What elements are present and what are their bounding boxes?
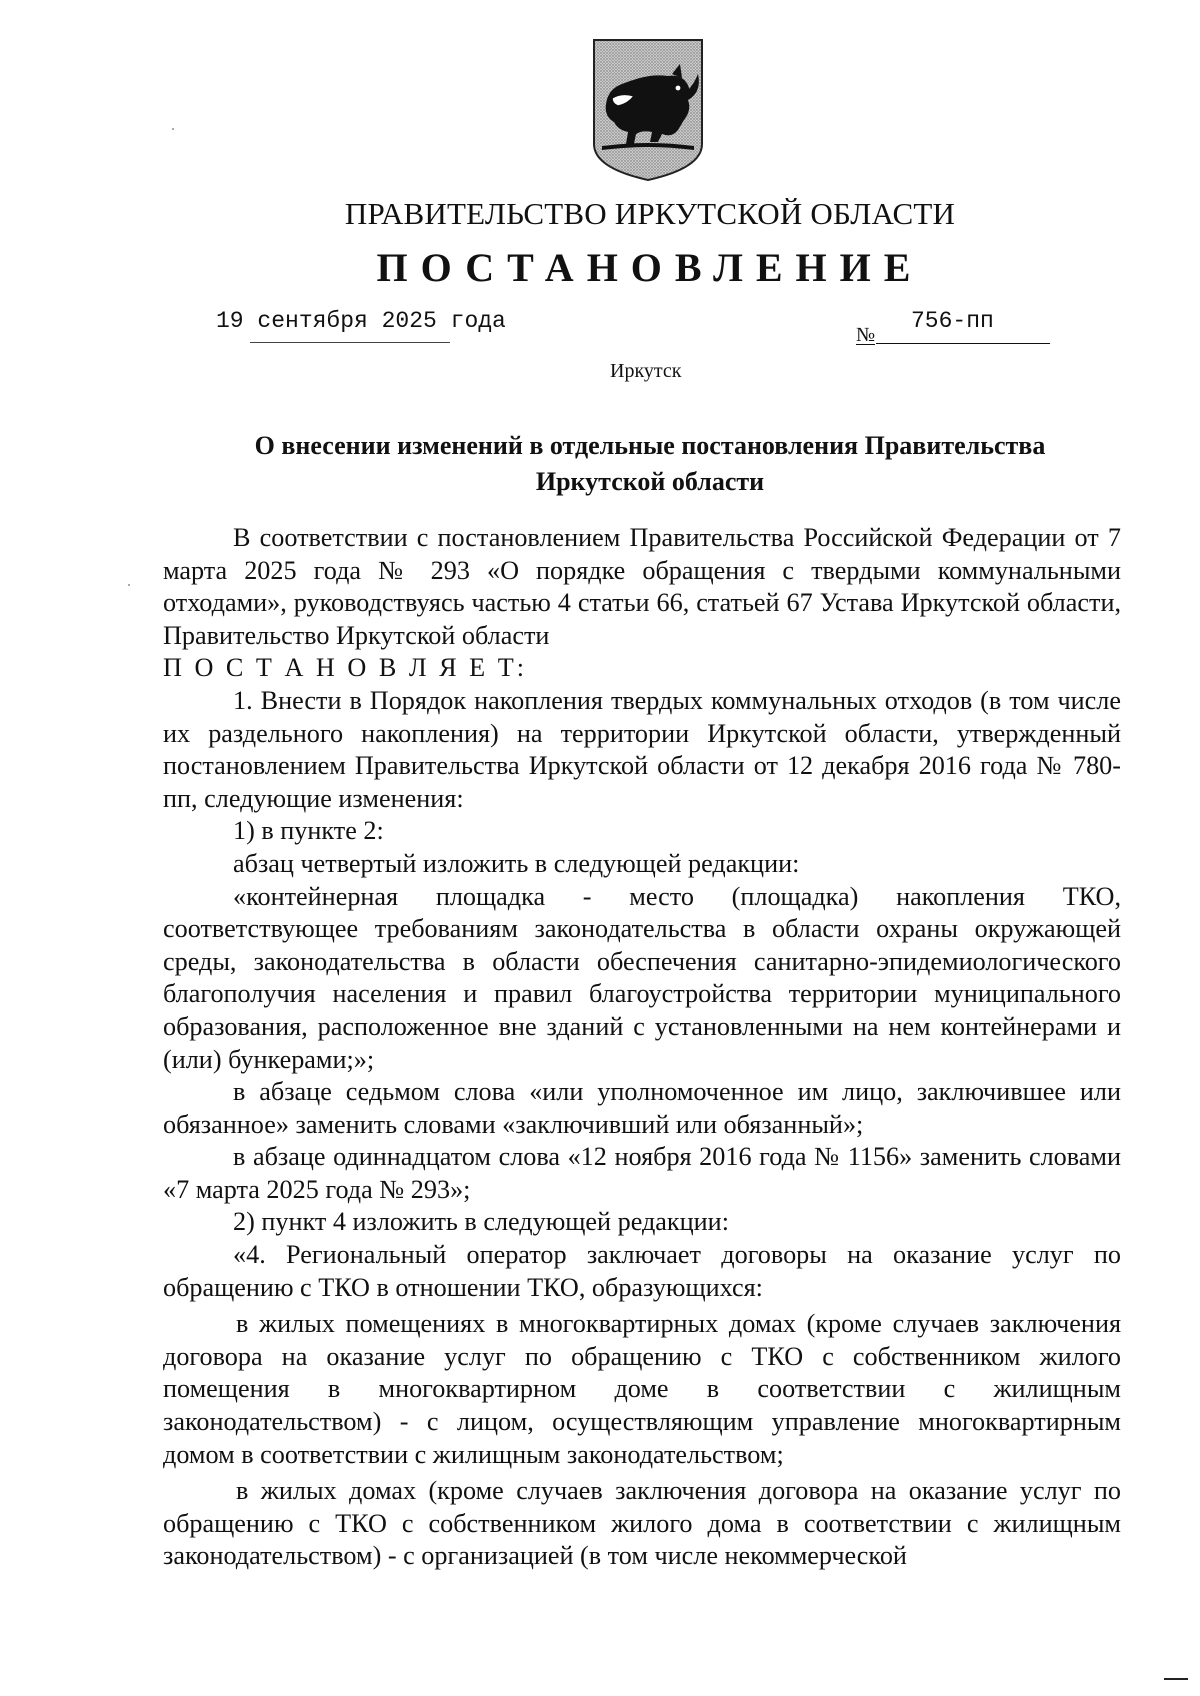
- body-paragraph-10: в жилых домах (кроме случаев заключения договора на оказание услуг по обращению с ТКО с собственником жилого дома в соответствии с жилищным законодательством) - с организацией (в том числе некоммерческой: [163, 1476, 1121, 1571]
- body-paragraph-5: в абзаце седьмом слова «или уполномоченное им лицо, заключившее или обязанное» заменить словами «заключивший или обязанный»;: [163, 1077, 1121, 1139]
- document-number: 756-пп: [911, 308, 994, 334]
- body-paragraph-3: абзац четвертый изложить в следующей редакции:: [233, 848, 800, 878]
- body-paragraph-7: 2) пункт 4 изложить в следующей редакции:: [233, 1207, 729, 1237]
- subject-line-2: Иркутской области: [535, 467, 765, 496]
- document-subject: [160, 428, 1140, 500]
- body-paragraph-2: 1) в пункте 2:: [233, 816, 384, 846]
- government-title: ПРАВИТЕЛЬСТВО ИРКУТСКОЙ ОБЛАСТИ: [344, 196, 956, 231]
- body-resolves: П О С Т А Н О В Л Я Е Т:: [163, 653, 528, 683]
- number-underline: [876, 343, 1050, 344]
- body-paragraph-8: «4. Региональный оператор заключает договоры на оказание услуг по обращению с ТКО в отношении ТКО, образующихся:: [163, 1240, 1121, 1302]
- page-corner-mark: [1164, 1678, 1188, 1680]
- document-city: Иркутск: [610, 360, 682, 382]
- body-paragraph-1: 1. Внести в Порядок накопления твердых коммунальных отходов (в том числе их раздельного накопления) на территории Иркутской области, утвержденный постановлением Правительства Иркутской области от 12 декабря 2016 года № 780-пп, следующие изменения:: [163, 685, 1121, 813]
- body-paragraph-6: в абзаце одиннадцатом слова «12 ноября 2016 года № 1156» заменить словами «7 марта 2025 года № 293»;: [163, 1142, 1121, 1204]
- subject-line-1: О внесении изменений в отдельные постановления Правительства: [254, 431, 1046, 460]
- coat-of-arms-emblem: [588, 34, 708, 184]
- document-type-heading: ПОСТАНОВЛЕНИЕ: [376, 245, 924, 290]
- scan-speck: [172, 128, 174, 130]
- document-date: 19 сентября 2025 года: [216, 308, 506, 334]
- number-sign: №: [856, 324, 876, 346]
- scan-speck: [128, 584, 130, 586]
- date-underline: [250, 342, 450, 343]
- body-preamble: В соответствии с постановлением Правительства Российской Федерации от 7 марта 2025 года № 293 «О порядке обращения с твердыми коммунальными отходами», руководствуясь частью 4 статьи 66, статьей 67 Устава Иркутской области, Правительство Иркутской области: [163, 523, 1121, 650]
- body-paragraph-9: в жилых помещениях в многоквартирных домах (кроме случаев заключения договора на оказание услуг по обращению с ТКО с собственником жилого помещения в многоквартирном доме в соответствии с жилищным законодательством) - с лицом, осуществляющим управление многоквартирным домом в соответствии с жилищным законодательством;: [163, 1309, 1121, 1469]
- document-body: [163, 522, 1121, 1573]
- body-paragraph-4: «контейнерная площадка - место (площадка) накопления ТКО, соответствующее требованиям законодательства в области охраны окружающей среды, законодательства в области обеспечения санитарно-эпидемиологического благополучия населения и правил благоустройства территории муниципального образования, расположенное вне зданий с установленными на нем контейнерами и (или) бункерами;»;: [163, 881, 1121, 1074]
